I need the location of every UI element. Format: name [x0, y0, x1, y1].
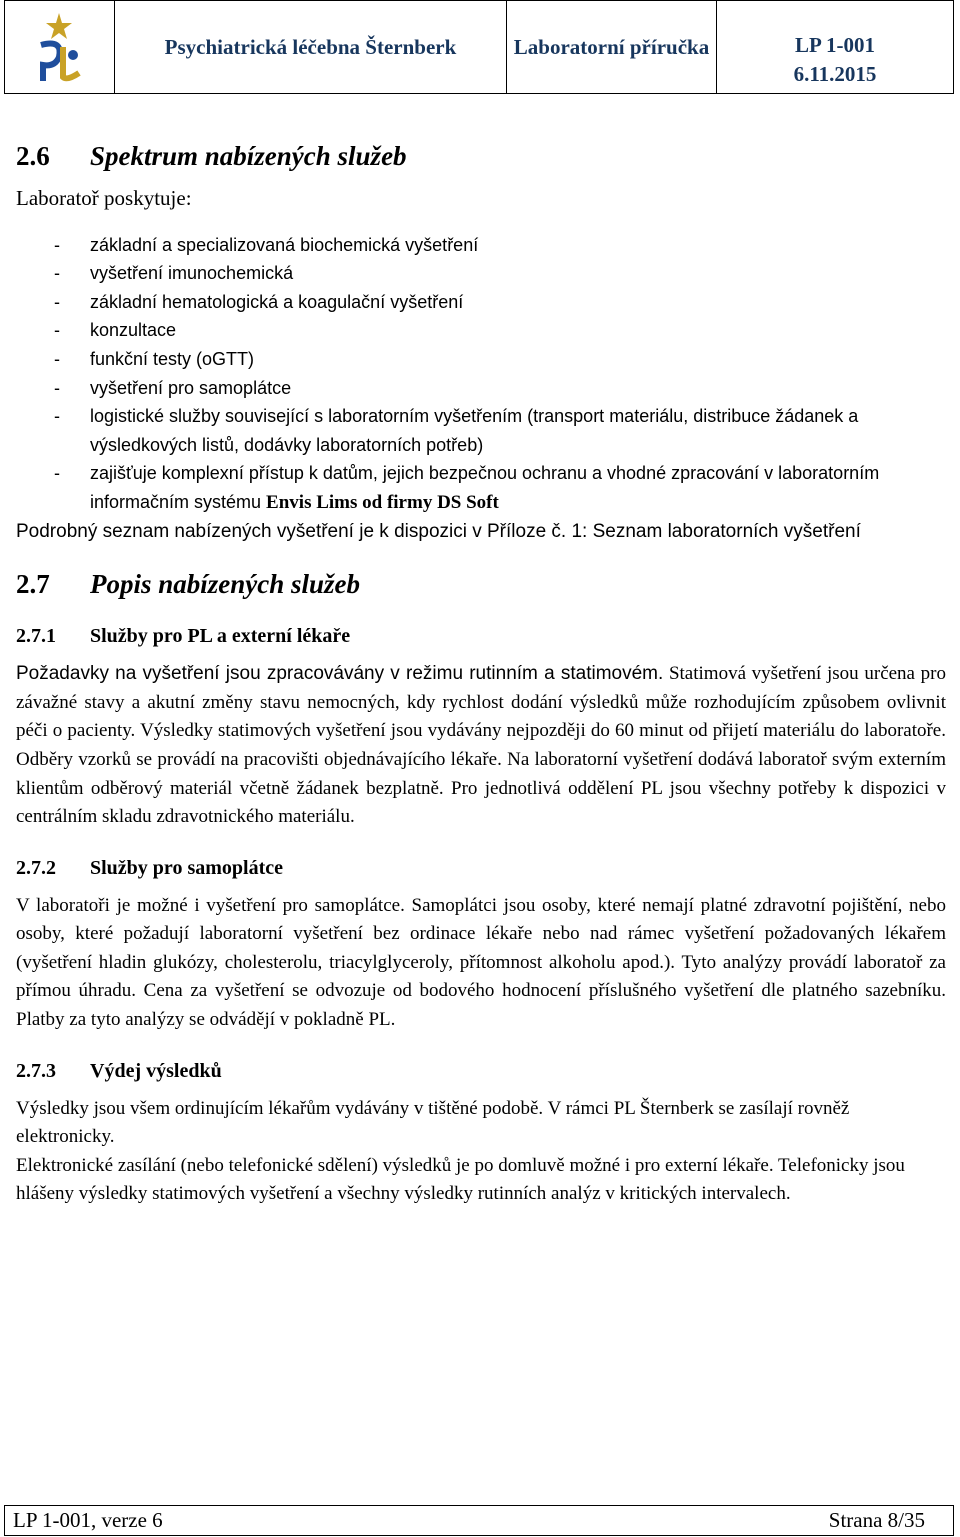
institution-name: Psychiatrická léčebna Šternberk	[115, 1, 507, 93]
document-date: 6.11.2015	[793, 62, 877, 86]
list-item: - vyšetření imunochemická	[16, 259, 946, 288]
footer-page: Strana 8/35	[828, 1508, 925, 1532]
detail-text: Podrobný seznam nabízených vyšetření je k dispozici v Příloze č. 1: Seznam laboratorních vyšetření	[16, 520, 861, 542]
document-header	[4, 0, 954, 94]
services-list	[16, 231, 946, 518]
paragraph: Výsledky jsou všem ordinujícím lékařům vydávány v tištěné podobě. V rámci PL Šternberk se zasílají rovněž elektronicky.	[16, 1097, 850, 1148]
document-footer	[4, 1505, 954, 1536]
intro-text: Laboratoř poskytuje:	[16, 186, 192, 210]
footer-version: LP 1-001, verze 6	[13, 1508, 163, 1532]
document-code: LP 1-001	[795, 33, 875, 57]
page-content	[16, 138, 946, 1209]
logo-cell	[5, 1, 115, 93]
list-item: - základní a specializovaná biochemická vyšetření	[16, 231, 946, 260]
list-item: - logistické služby související s laboratorním vyšetřením (transport materiálu, distribuce žádanek a výsledkových listů, dodávky laboratorních potřeb)	[16, 402, 946, 459]
list-item: - vyšetření pro samoplátce	[16, 374, 946, 403]
document-code-cell	[717, 1, 953, 93]
subsection-heading: 2.7.2 Služby pro samoplátce	[16, 856, 283, 879]
paragraph: Požadavky na vyšetření jsou zpracovávány v režimu rutinním a statimovém. Statimová vyšetření jsou určena pro závažné stavy a akutní změny stavu nemocných, kdy rychlost dodání výsledků může rozhodujícím způsobem ovlivnit péči o pacienty. Výsledky statimových vyšetření jsou vydávány nejpozději do 60 minut od přijetí materiálu do laboratoře. Odběry vzorků se provádí na pracovišti objednávajícího lékaře. Na laboratorní vyšetření dodává laboratoř svým externím klientům odběrový materiál včetně žádanek bezplatně. Pro jednotlivá oddělení PL jsou všechny potřeby k dispozici v centrálním skladu zdravotnického materiálu.	[16, 663, 947, 828]
system-name: Envis Lims od firmy DS Soft	[266, 491, 499, 513]
section-heading: 2.6 Spektrum nabízených služeb	[16, 141, 407, 171]
list-item: - konzultace	[16, 316, 946, 345]
paragraph: V laboratoři je možné i vyšetření pro samoplátce. Samoplátci jsou osoby, které nemají platné zdravotní pojištění, nebo osoby, které požadují laboratorní vyšetření bez ordinace lékaře nebo nad rámec vyšetření požadovaných lékařem (vyšetření hladin glukózy, cholesterolu, triacylglyceroly, přítomnost alkoholu apod.). Tyto analýzy provádí laboratoř za přímou úhradu. Cena za vyšetření se odvozuje od bodového hodnocení příslušného vyšetření dle platného sazebníku. Platby za tyto analýzy se odvádějí v pokladně PL.	[16, 894, 946, 1031]
section-heading: 2.7 Popis nabízených služeb	[16, 569, 361, 600]
list-item: - zajišťuje komplexní přístup k datům, jejich bezpečnou ochranu a vhodné zpracování v laboratorním informačním systému Envis Lims od firmy DS Soft	[16, 459, 946, 517]
subsection-heading: 2.7.3 Výdej výsledků	[16, 1059, 222, 1082]
paragraph: Elektronické zasílání (nebo telefonické sdělení) výsledků je po domluvě možné i pro externí lékaře. Telefonicky jsou hlášeny výsledky statimových vyšetření a všechny výsledky rutinních analýz v kritických intervalech.	[16, 1154, 905, 1205]
subsection-heading: 2.7.1 Služby pro PL a externí lékaře	[16, 625, 351, 648]
institution-logo	[33, 11, 85, 83]
list-item: - základní hematologická a koagulační vyšetření	[16, 288, 946, 317]
document-title: Laboratorní příručka	[507, 1, 717, 93]
list-item: - funkční testy (oGTT)	[16, 345, 946, 374]
